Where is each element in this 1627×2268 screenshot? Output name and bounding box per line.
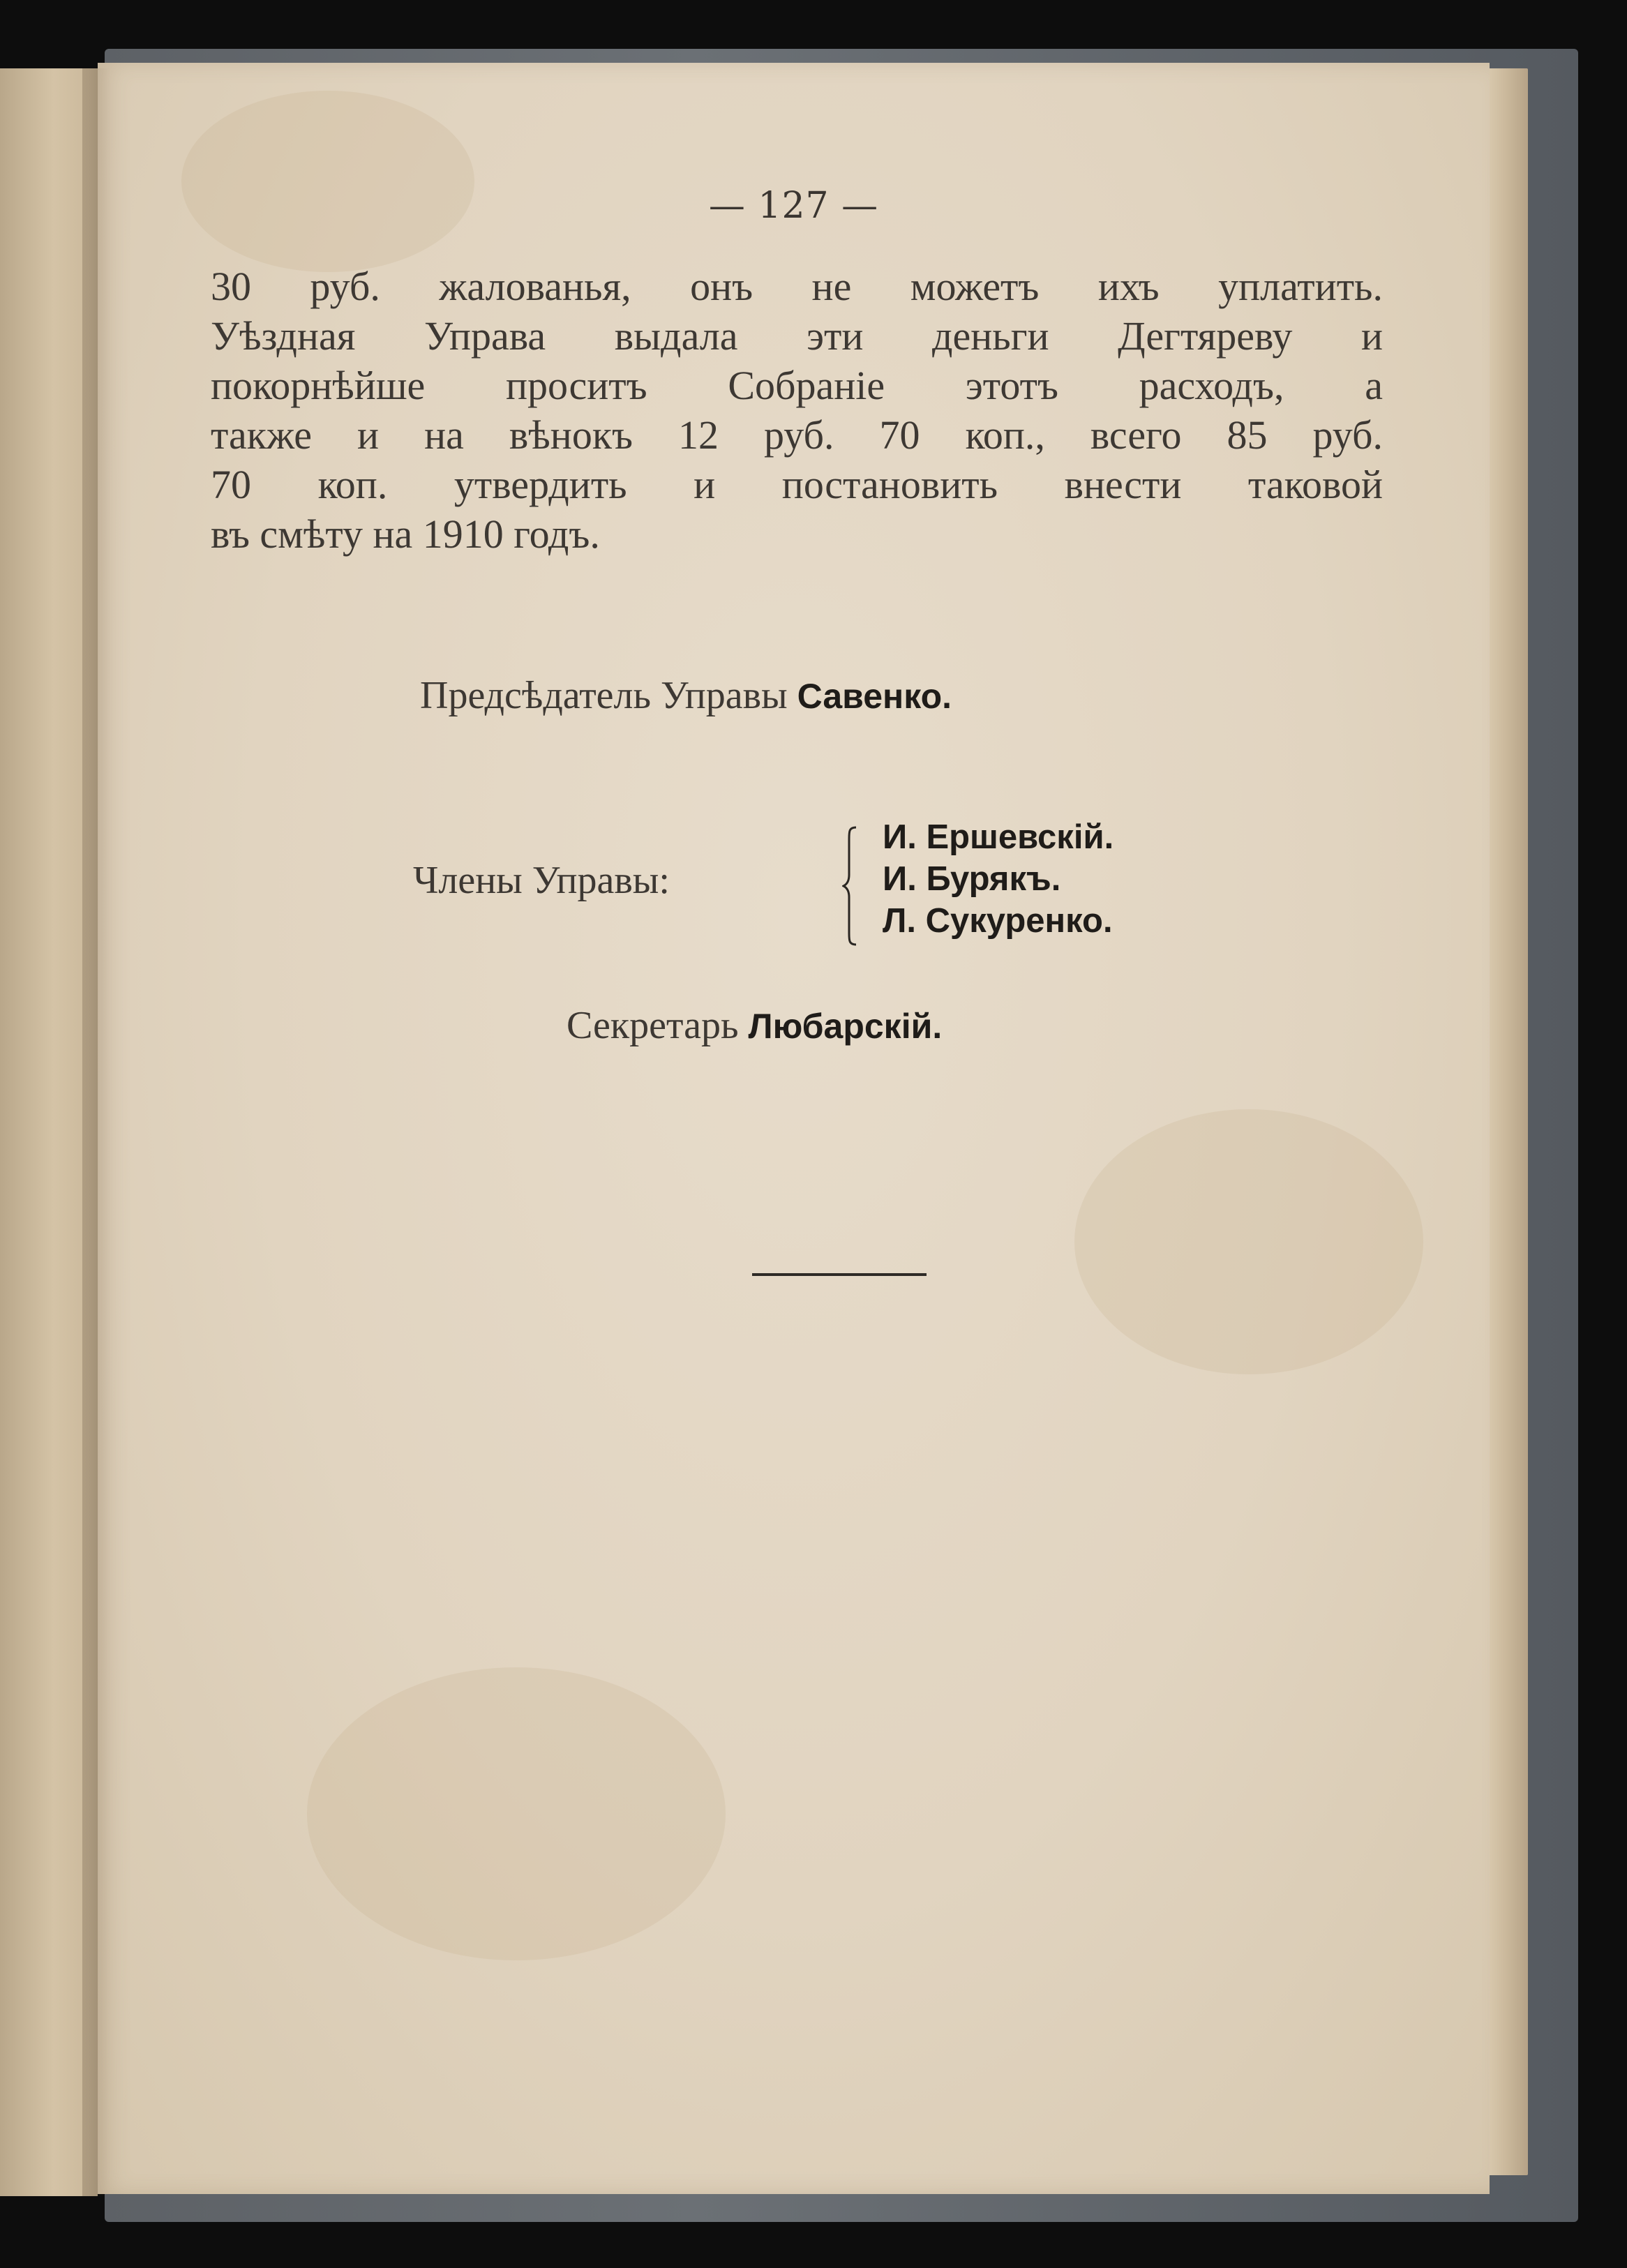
chairman-label: Предсѣдатель Управы: [420, 674, 788, 717]
paper-stain: [181, 91, 474, 272]
body-paragraph: [211, 262, 1383, 559]
body-line: 70 коп. утвердить и постановить внести таковой: [211, 462, 1383, 507]
body-line: также и на вѣнокъ 12 руб. 70 коп., всего 85 руб.: [211, 412, 1383, 458]
brace-icon: [842, 825, 859, 947]
gutter-shadow: [82, 68, 110, 2196]
secretary-label: Секретарь: [567, 1004, 739, 1047]
paper-stain: [1074, 1109, 1423, 1374]
page-number: — 127 —: [708, 185, 879, 227]
member-name: Л. Сукуренко.: [883, 902, 1113, 940]
body-line: 30 руб. жалованья, онъ не можетъ ихъ уплатить.: [211, 264, 1383, 309]
chairman-signature: [420, 673, 952, 718]
member-name: И. Бурякъ.: [883, 860, 1061, 898]
body-line: Уѣздная Управа выдала эти деньги Дегтяреву и: [211, 313, 1383, 359]
body-line: въ смѣту на 1910 годъ.: [211, 511, 600, 557]
document-page: [98, 63, 1490, 2194]
members-label: Члены Управы:: [413, 859, 670, 902]
secretary-signature: [567, 1003, 942, 1048]
body-line: покорнѣйше проситъ Собраніе этотъ расходъ, а: [211, 363, 1383, 408]
chairman-name: Савенко.: [797, 677, 952, 716]
secretary-name: Любарскій.: [748, 1007, 943, 1046]
paper-stain: [307, 1667, 726, 1960]
closing-rule: [752, 1273, 927, 1276]
member-name: И. Ершевскій.: [883, 818, 1114, 856]
